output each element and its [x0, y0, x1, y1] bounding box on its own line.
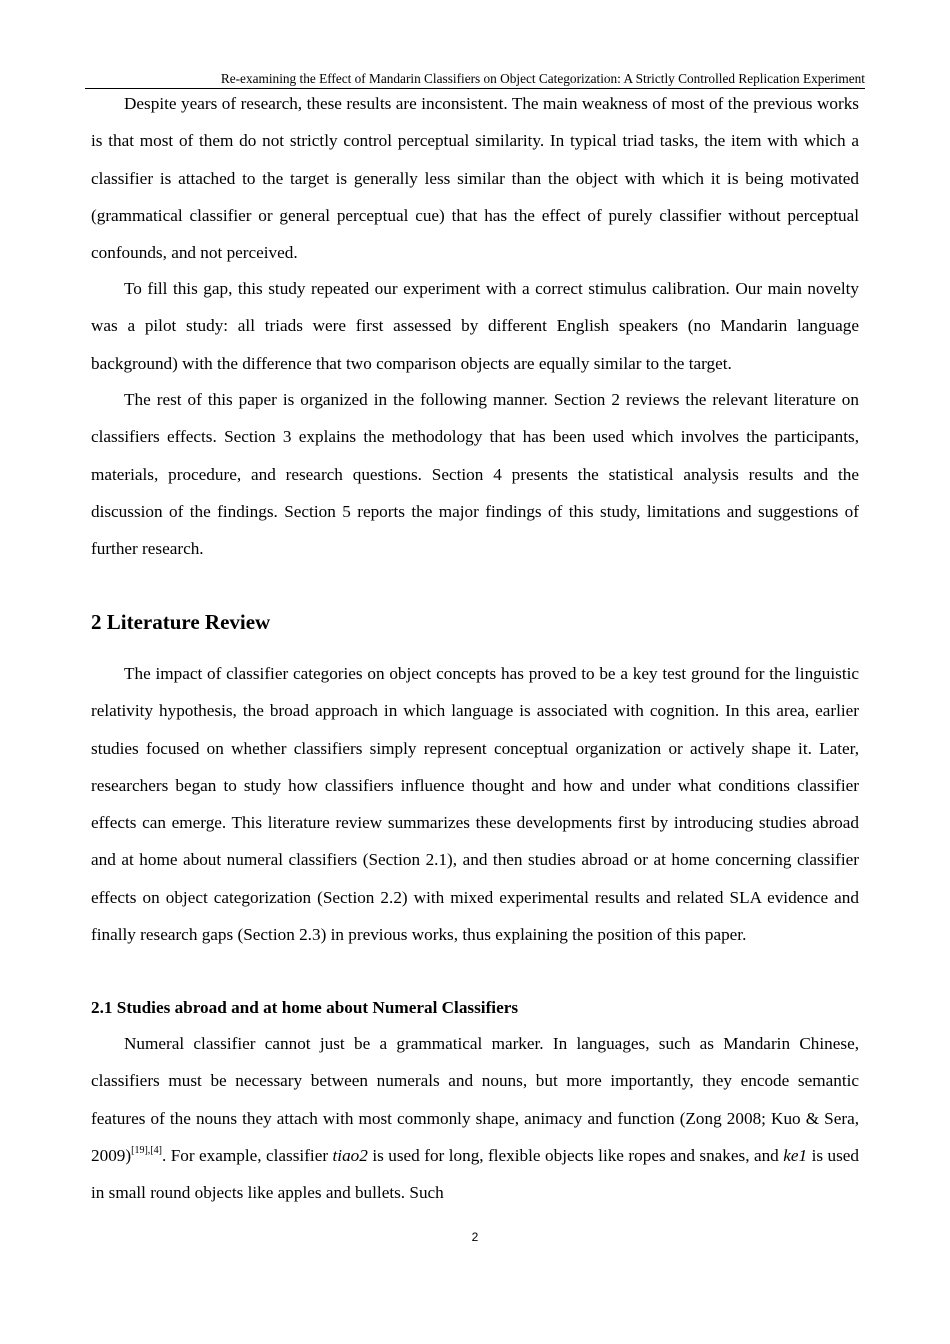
intro-paragraph-2: To fill this gap, this study repeated our experiment with a correct stimulus calibration. Our main novelty was a pilot study: all triads were first assessed by different English speakers (no Mandarin language background) with the difference that two comparison objects are equally similar to the target. — [91, 279, 859, 373]
subsection-heading-numeral-classifiers: 2.1 Studies abroad and at home about Numeral Classifiers — [91, 998, 519, 1017]
paragraph-text-mid-2: is used for long, flexible objects like ropes and snakes, and — [367, 1145, 784, 1165]
intro-paragraph-1: Despite years of research, these results are inconsistent. The main weakness of most of the previous works is that most of them do not strictly control perceptual similarity. In typical triad tasks, the item with which a classifier is attached to the target is generally less similar than the object with which it is being motivated (grammatical classifier or general perceptual cue) that has the effect of purely classifier without perceptual confounds, and not perceived. — [91, 94, 859, 263]
running-header: Re-examining the Effect of Mandarin Classifiers on Object Categorization: A Strictly Controlled Replication Experiment — [85, 70, 865, 89]
intro-paragraph-3: The rest of this paper is organized in the following manner. Section 2 reviews the relevant literature on classifiers effects. Section 3 explains the methodology that has been used which involves the participants, materials, procedure, and research questions. Section 4 presents the statistical analysis results and the discussion of the findings. Section 5 reports the major findings of this study, limitations and suggestions of further research. — [91, 390, 859, 559]
section-heading-literature-review: 2 Literature Review — [91, 610, 271, 634]
literature-review-paragraph: The impact of classifier categories on object concepts has proved to be a key test ground for the linguistic relativity hypothesis, the broad approach in which language is associated with cognition. In this area, earlier studies focused on whether classifiers simply represent conceptual organization or actively shape it. Later, researchers began to study how classifiers influence thought and how and under what conditions classifier effects can emerge. This literature review summarizes these developments first by introducing studies abroad and at home about numeral classifiers (Section 2.1), and then studies abroad or at home concerning classifier effects on object categorization (Section 2.2) with mixed experimental results and related SLA evidence and finally research gaps (Section 2.3) in previous works, thus explaining the position of this paper. — [91, 664, 859, 945]
citation-superscript[interactable]: [19],[4] — [131, 1144, 162, 1156]
paragraph-text-mid: . For example, classifier — [161, 1145, 333, 1165]
page-number: 2 — [471, 1230, 479, 1244]
classifier-term-ke1: ke1 — [783, 1145, 808, 1165]
paragraph-text-start: Numeral classifier cannot just be a grammatical marker. In languages, such as Mandarin Chinese, classifiers must be necessary between numerals and nouns, but more importantly, they encode semantic features of the nouns they attach with most commonly shape, animacy and function (Zong 2008; Kuo & Sera, 2009) — [91, 1034, 859, 1165]
classifier-term-tiao2: tiao2 — [332, 1145, 368, 1165]
numeral-classifiers-paragraph — [91, 1025, 859, 1211]
paragraph-text-end: is used in small round objects like apples and bullets. Such — [91, 1145, 860, 1203]
